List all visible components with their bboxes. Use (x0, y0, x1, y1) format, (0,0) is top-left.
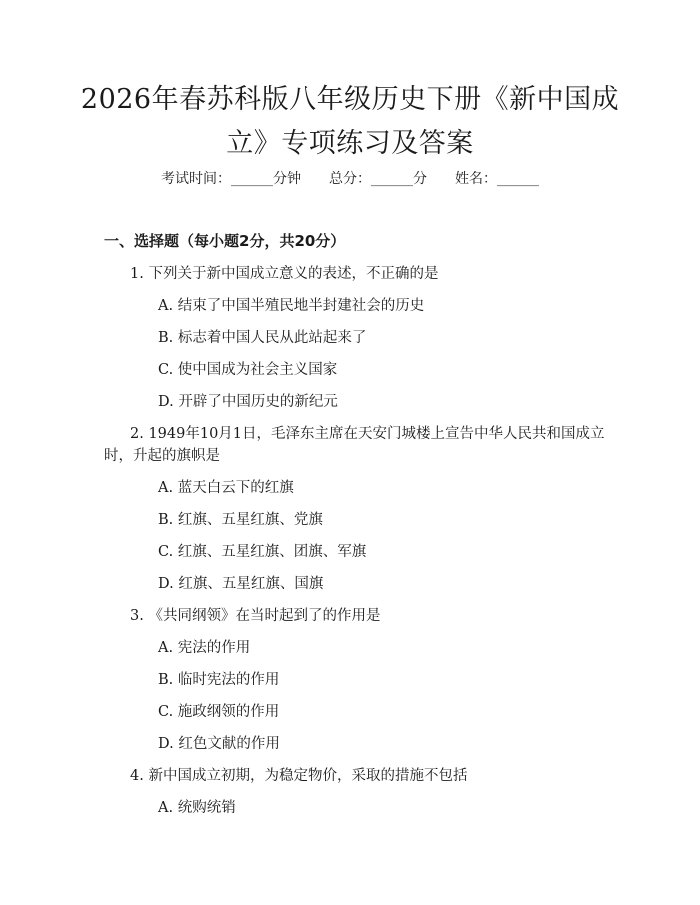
question-1-option-b: B. 标志着中国人民从此站起来了 (158, 330, 367, 346)
exam-info-row (0, 168, 700, 188)
question-1-stem: 1. 下列关于新中国成立意义的表述，不正确的是 (130, 266, 439, 282)
question-4-option-a: A. 统购统销 (158, 800, 236, 816)
question-2-option-d: D. 红旗、五星红旗、国旗 (158, 576, 324, 592)
question-2-stem-continued: 时，升起的旗帜是 (104, 448, 220, 464)
question-4-stem: 4. 新中国成立初期，为稳定物价，采取的措施不包括 (130, 768, 468, 784)
question-3-stem: 3. 《共同纲领》在当时起到了的作用是 (130, 608, 381, 624)
question-2-stem: 2. 1949年10月1日，毛泽东主席在天安门城楼上宣告中华人民共和国成立 (130, 426, 605, 442)
total-score-field: 总分：______分 (329, 171, 427, 187)
question-1-option-d: D. 开辟了中国历史的新纪元 (158, 394, 338, 410)
question-3-option-c: C. 施政纲领的作用 (158, 704, 280, 720)
question-3-option-a: A. 宪法的作用 (158, 640, 251, 656)
title-line-1: 2026年春苏科版八年级历史下册《新中国成 (80, 84, 620, 115)
question-1-option-c: C. 使中国成为社会主义国家 (158, 362, 338, 378)
question-3-option-b: B. 临时宪法的作用 (158, 672, 280, 688)
document-title (80, 78, 620, 166)
question-2-option-b: B. 红旗、五星红旗、党旗 (158, 512, 323, 528)
student-name-field: 姓名：______ (455, 171, 539, 187)
title-line-2: 立》专项练习及答案 (226, 128, 474, 159)
section-heading: 一、选择题（每小题2分，共20分） (104, 232, 346, 250)
question-3-option-d: D. 红色文献的作用 (158, 736, 280, 752)
question-2-option-c: C. 红旗、五星红旗、团旗、军旗 (158, 544, 367, 560)
question-2-option-a: A. 蓝天白云下的红旗 (158, 480, 294, 496)
exam-time-field: 考试时间：______分钟 (161, 171, 301, 187)
question-1-option-a: A. 结束了中国半殖民地半封建社会的历史 (158, 298, 425, 314)
